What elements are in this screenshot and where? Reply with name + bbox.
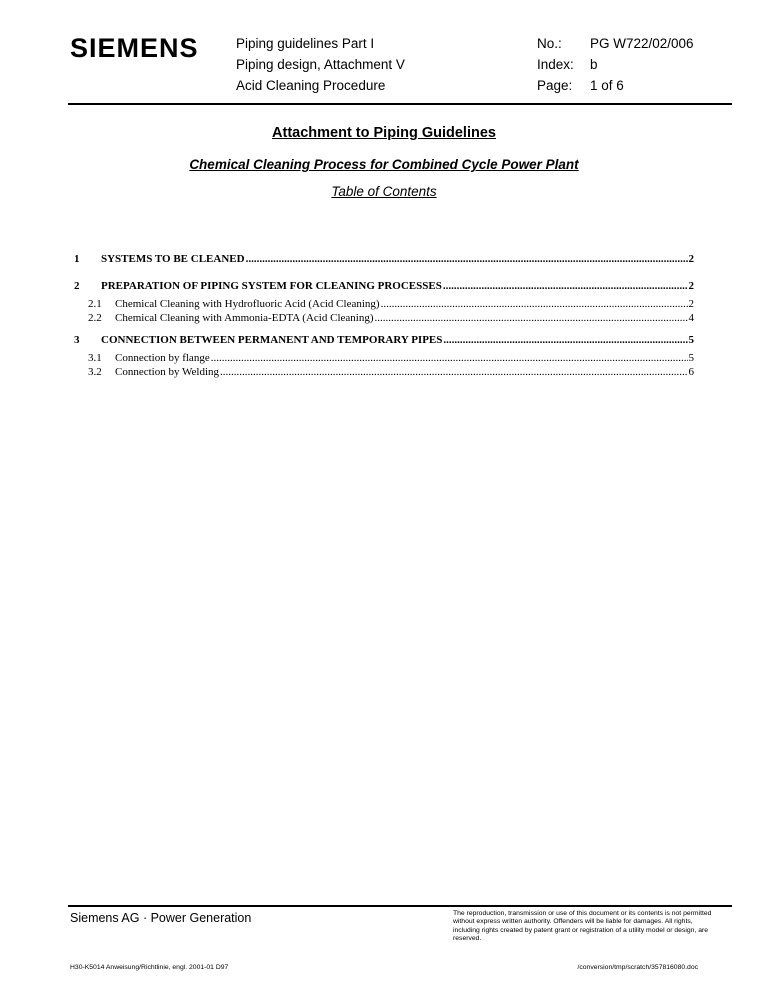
doc-section: Piping design, Attachment V: [236, 57, 405, 72]
doc-index-label: Index:: [537, 57, 574, 72]
doc-number-label: No.:: [537, 36, 562, 51]
header-divider: [68, 103, 732, 105]
toc-entry-number: 2.1: [88, 298, 102, 310]
toc-entry-number: 3.2: [88, 366, 102, 378]
toc-entry-label: SYSTEMS TO BE CLEANED: [101, 253, 245, 265]
toc-entry[interactable]: [74, 253, 694, 265]
toc-entry-page: 2: [688, 298, 694, 310]
toc-entry-number: 1: [74, 253, 80, 265]
toc-leader-dots: [443, 280, 688, 292]
toc-heading: Table of Contents: [331, 184, 437, 199]
toc-entry[interactable]: [88, 352, 694, 364]
doc-series: Piping guidelines Part I: [236, 36, 375, 51]
toc-entry-label: CONNECTION BETWEEN PERMANENT AND TEMPORARY PIPES: [101, 334, 443, 346]
doc-page-label: Page:: [537, 78, 573, 93]
toc-entry-number: 2: [74, 280, 80, 292]
toc-entry-number: 3: [74, 334, 80, 346]
toc-entry-label: Connection by Welding: [115, 366, 220, 378]
page-title: Attachment to Piping Guidelines: [272, 125, 496, 141]
document-subtitle: Chemical Cleaning Process for Combined Cycle Power Plant: [189, 157, 579, 172]
toc-entry-number: 2.2: [88, 312, 102, 324]
doc-page-value: 1 of 6: [590, 78, 624, 93]
footer-legal-notice: The reproduction, transmission or use of this document or its contents is not permitted without express written authority. Offenders will be liable for damages. All rights, including rights created by patent grant or registration of a utility model or design, are reserved.: [453, 910, 712, 942]
toc-entry-page: 2: [688, 253, 694, 265]
toc-entry-label: PREPARATION OF PIPING SYSTEM FOR CLEANING PROCESSES: [101, 280, 442, 292]
toc-entry-page: 2: [688, 280, 694, 292]
toc-entry-page: 5: [688, 334, 694, 346]
toc-leader-dots: [246, 253, 688, 265]
toc-entry-page: 4: [688, 312, 694, 324]
toc-entry[interactable]: [74, 334, 694, 346]
footer-file-path: /conversion/tmp/scratch/357816080.doc: [577, 964, 698, 971]
toc-entry-label: Chemical Cleaning with Hydrofluoric Acid (Acid Cleaning): [115, 298, 380, 310]
toc-entry-label: Connection by flange: [115, 352, 210, 364]
toc-entry-number: 3.1: [88, 352, 102, 364]
footer-divider: [68, 905, 732, 907]
toc-entry-page: 5: [688, 352, 694, 364]
doc-index-value: b: [590, 57, 598, 72]
toc-entry[interactable]: [88, 312, 694, 324]
doc-number-value: PG W722/02/006: [590, 36, 694, 51]
doc-topic: Acid Cleaning Procedure: [236, 78, 386, 93]
toc-leader-dots: [381, 298, 688, 310]
toc-entry[interactable]: [74, 280, 694, 292]
toc-entry[interactable]: [88, 366, 694, 378]
footer-form-code: H30-K5014 Anweisung/Richtlinie, engl. 2001-01 D97: [70, 964, 229, 971]
toc-entry[interactable]: [88, 298, 694, 310]
siemens-logo: SIEMENS: [70, 33, 199, 63]
toc-entry-label: Chemical Cleaning with Ammonia-EDTA (Acid Cleaning): [115, 312, 374, 324]
footer-company: Siemens AG · Power Generation: [70, 911, 252, 925]
toc-leader-dots: [443, 334, 687, 346]
toc-leader-dots: [374, 312, 687, 324]
toc-leader-dots: [211, 352, 688, 364]
toc-leader-dots: [220, 366, 687, 378]
toc-entry-page: 6: [688, 366, 694, 378]
